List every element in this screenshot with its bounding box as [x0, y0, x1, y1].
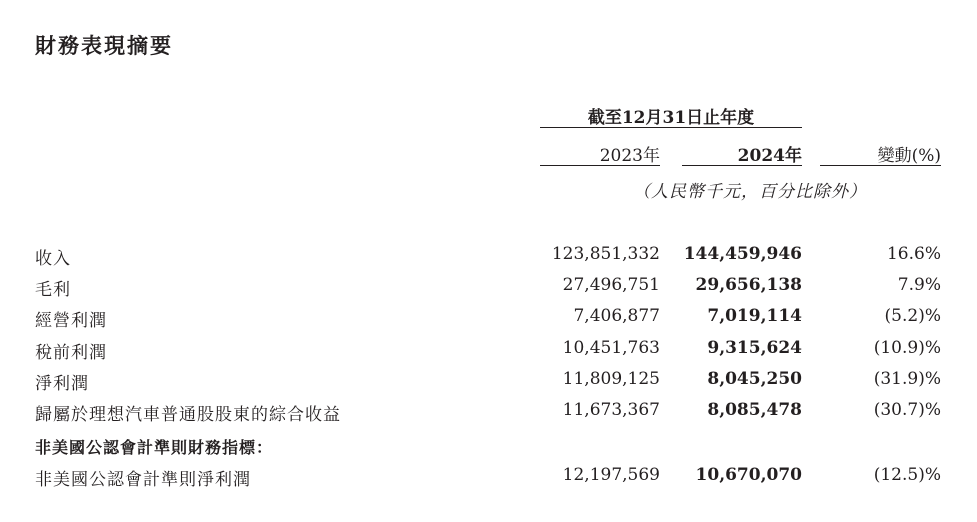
value-2024: 8,045,250: [707, 369, 802, 389]
value-2023: 12,197,569: [562, 465, 660, 485]
period-header: 截至12月31日止年度: [587, 108, 755, 128]
value-change: (12.5)%: [873, 465, 941, 485]
page-title: 財務表現摘要: [35, 34, 173, 58]
value-2023: 11,809,125: [562, 369, 660, 389]
row-label: 歸屬於理想汽車普通股股東的綜合收益: [35, 405, 341, 425]
table-row-profit-before-tax: [0, 338, 977, 365]
value-2023: 10,451,763: [562, 338, 660, 358]
value-2024: 8,085,478: [707, 400, 802, 420]
value-change: (31.9)%: [873, 369, 941, 389]
value-2024: 10,670,070: [695, 465, 802, 485]
value-2024: 9,315,624: [707, 338, 802, 358]
unit-note: （人民幣千元，百分比除外）: [633, 182, 867, 202]
row-label: 毛利: [35, 280, 71, 300]
value-2023: 27,496,751: [562, 275, 660, 295]
column-underline-2024: [682, 165, 802, 166]
value-change: 7.9%: [897, 275, 941, 295]
period-underline: [540, 127, 802, 128]
row-label: 稅前利潤: [35, 343, 107, 363]
row-label: 經營利潤: [35, 311, 107, 331]
value-2023: 11,673,367: [562, 400, 660, 420]
column-header-2023: 2023年: [599, 146, 660, 166]
row-label: 收入: [35, 249, 71, 269]
value-2024: 7,019,114: [707, 306, 802, 326]
value-2023: 7,406,877: [573, 306, 660, 326]
table-row-revenue: [0, 244, 977, 271]
row-label: 非美國公認會計準則淨利潤: [35, 470, 251, 490]
column-underline-change: [820, 165, 941, 166]
value-change: (30.7)%: [873, 400, 941, 420]
column-underline-2023: [540, 165, 660, 166]
value-change: 16.6%: [886, 244, 941, 264]
value-2024: 29,656,138: [695, 275, 802, 295]
column-header-change: 變動(%): [877, 146, 941, 166]
value-change: (5.2)%: [884, 306, 941, 326]
table-row-net-profit: [0, 369, 977, 396]
table-row-gross-profit: [0, 275, 977, 302]
row-label: 淨利潤: [35, 374, 89, 394]
table-row-non-gaap-net-profit: [0, 465, 977, 492]
table-row-comprehensive-income: [0, 400, 977, 427]
value-change: (10.9)%: [873, 338, 941, 358]
column-header-2024: 2024年: [737, 146, 802, 166]
non-gaap-heading: 非美國公認會計準則財務指標：: [35, 438, 274, 457]
value-2023: 123,851,332: [551, 244, 660, 264]
table-row-operating-profit: [0, 306, 977, 333]
value-2024: 144,459,946: [683, 244, 802, 264]
